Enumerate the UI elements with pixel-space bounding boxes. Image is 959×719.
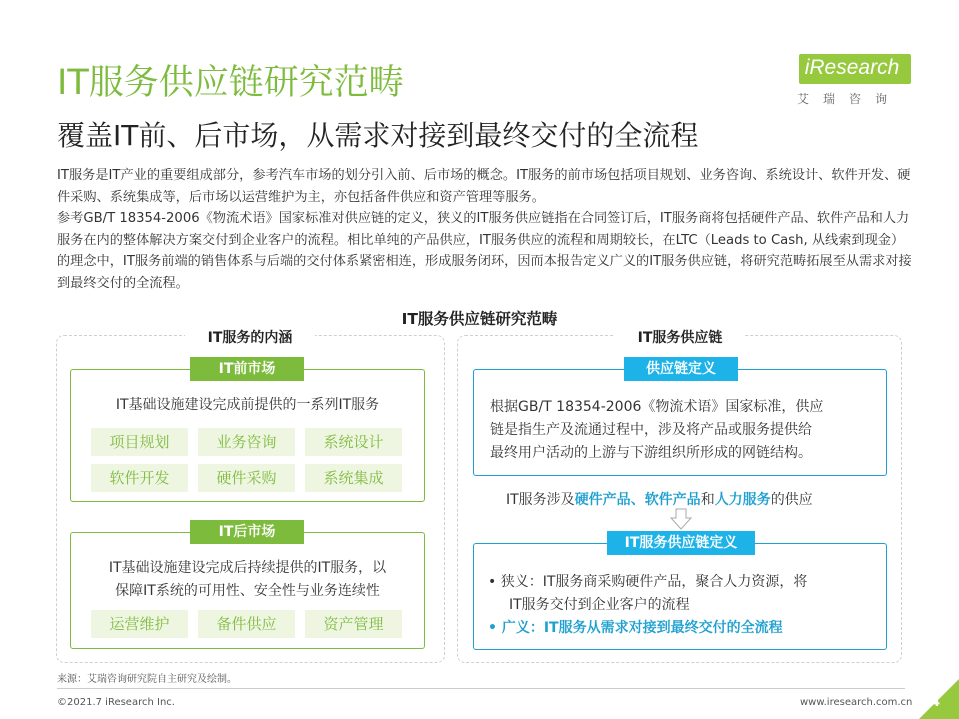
tag-system-design: 系统设计 [305,428,402,456]
tag-software-dev: 软件开发 [91,464,188,492]
tag-system-integration: 系统集成 [305,464,402,492]
front-market-chip: IT前市场 [190,357,304,381]
tag-operation-maintenance: 运营维护 [91,610,188,638]
broad-definition: • 广义：IT服务从需求对接到最终交付的全流程 [488,620,783,636]
logo-text: iResearch [804,56,900,79]
tag-asset-management: 资产管理 [305,610,402,638]
supply-software: 软件产品 [644,492,701,508]
intro-paragraph-2: 参考GB/T 18354-2006《物流术语》国家标准对供应链的定义，狭义的IT服务供应链指在合同签订后，IT服务商将包括硬件产品、软件产品和人力服务在内的整体解决方案交付到企业客户的流程。相比单纯的产品供应，IT服务供应的流程和周期较长，在LTC（Leads to Cash, 从线索到现金）的理念中，IT服务前端的销售体系与后端的交付体系紧密相连，形成服务闭环，因而本报告定义广义的IT服务供应链，将研究范畴拓展至从需求对接到最终交付的全流程。 [57,211,912,291]
intro-paragraph-1: IT服务是IT产业的重要组成部分，参考汽车市场的划分引入前、后市场的概念。IT服务的前市场包括项目规划、业务咨询、系统设计、软件开发、硬件采购、系统集成等，后市场以运营维护为主，亦包括备件供应和资产管理等服务。 [57,168,911,205]
supply-hardware: 硬件产品 [574,492,631,508]
page-subtitle: 覆盖IT前、后市场，从需求对接到最终交付的全流程 [57,119,699,152]
back-market-chip: IT后市场 [190,520,304,544]
footer-divider [57,688,905,689]
down-arrow-icon [670,508,692,530]
back-market-desc-2: 保障IT系统的可用性、安全性与业务连续性 [115,583,380,599]
panel-right-label: IT服务供应链 [615,327,745,347]
iresearch-logo [793,50,913,108]
definition-line-3: 最终用户活动的上游与下游组织所形成的网链结构。 [490,445,812,461]
panel-left-label: IT服务的内涵 [185,327,315,347]
logo-subtext: 艾瑞咨询 [797,92,902,106]
supply-prefix: IT服务涉及 [506,492,575,508]
narrow-definition-1: • 狭义：IT服务商采购硬件产品，聚合人力资源，将 [488,574,808,590]
copyright: ©2021.7 iResearch Inc. [57,697,175,708]
supply-description [506,489,813,509]
page-title: IT服务供应链研究范畴 [57,63,404,103]
website-link[interactable]: www.iresearch.com.cn [800,697,913,708]
narrow-definition-2: IT服务交付到企业客户的流程 [509,597,690,613]
tag-business-consulting: 业务咨询 [198,428,295,456]
supply-human: 人力服务 [714,492,771,508]
diagram-title: IT服务供应链研究范畴 [401,310,558,328]
tag-hardware-purchase: 硬件采购 [198,464,295,492]
supply-and: 和 [700,492,715,508]
page-number: 4 [931,695,941,710]
source-note: 来源：艾瑞咨询研究院自主研究及绘制。 [57,674,237,685]
definition-line-1: 根据GB/T 18354-2006《物流术语》国家标准，供应 [490,399,824,415]
supply-chain-definition-chip: 供应链定义 [624,357,738,381]
definition-line-2: 链是指生产及流通过程中，涉及将产品或服务提供给 [490,422,812,438]
supply-suffix: 的供应 [770,492,813,508]
front-market-desc: IT基础设施建设完成前提供的一系列IT服务 [115,397,380,413]
intro-text [57,165,913,294]
tag-spare-parts: 备件供应 [198,610,295,638]
it-supply-chain-definition-chip: IT服务供应链定义 [607,531,755,555]
tag-project-planning: 项目规划 [91,428,188,456]
back-market-desc-1: IT基础设施建设完成后持续提供的IT服务，以 [108,560,387,576]
supply-separator: 、 [630,492,645,508]
